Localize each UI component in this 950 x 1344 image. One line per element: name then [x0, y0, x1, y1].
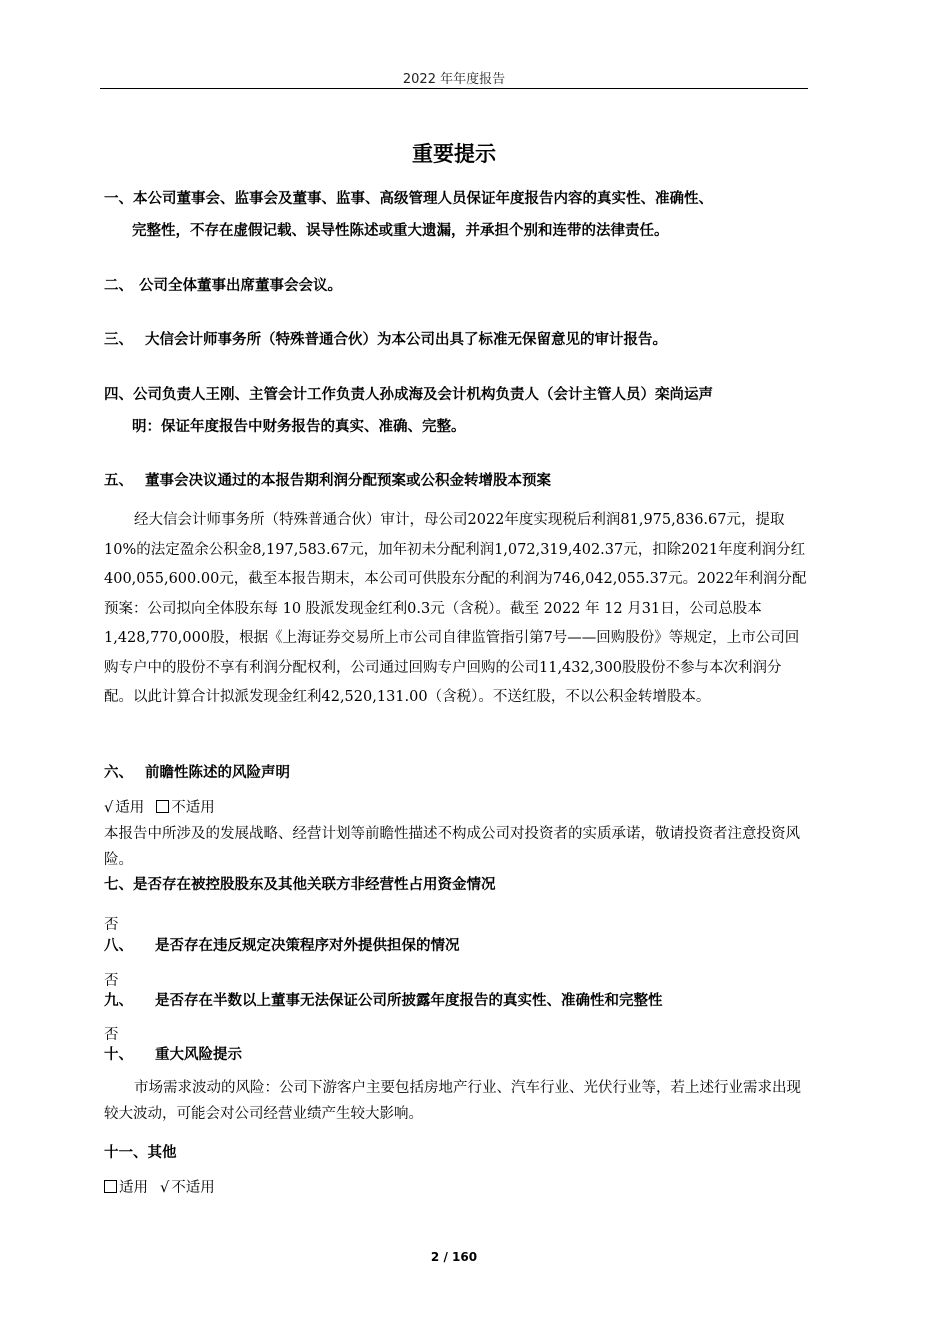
- section-9-text: 是否存在半数以上董事无法保证公司所披露年度报告的真实性、准确性和完整性: [155, 993, 663, 1009]
- section-3-number: 三、: [104, 332, 133, 348]
- section-7-text: 是否存在被控股股东及其他关联方非经营性占用资金情况: [133, 877, 496, 893]
- risk-paragraph: [104, 1075, 808, 1127]
- section-2: [104, 270, 810, 302]
- section-1: [104, 183, 810, 247]
- section-10-number: 十、: [104, 1047, 133, 1063]
- running-header: 2022 年年度报告: [402, 72, 506, 87]
- section-8-text: 是否存在违反规定决策程序对外提供担保的情况: [155, 938, 460, 954]
- section-8-number: 八、: [104, 938, 133, 954]
- section-1-line1: 本公司董事会、监事会及董事、监事、高级管理人员保证年度报告内容的真实性、准确性、: [133, 191, 713, 207]
- not-applicable-label: 不适用: [171, 800, 215, 816]
- section-11-number: 十一、: [104, 1145, 148, 1161]
- section-2-number: 二、: [104, 278, 133, 294]
- section-5-number: 五、: [104, 473, 133, 489]
- section-9: [104, 985, 810, 1017]
- checkbox-empty-icon: [156, 800, 169, 813]
- section-9-number: 九、: [104, 993, 133, 1009]
- section-9-answer: 否: [104, 1027, 119, 1043]
- section-4-line1: 公司负责人王刚、主管会计工作负责人孙成海及会计机构负责人（会计主管人员）栾尚运声: [133, 387, 713, 403]
- section-3: [104, 324, 810, 356]
- applicable-label: 适用: [119, 1180, 148, 1196]
- section-3-text: 大信会计师事务所（特殊普通合伙）为本公司出具了标准无保留意见的审计报告。: [145, 332, 667, 348]
- section-1-line2: 完整性，不存在虚假记载、误导性陈述或重大遗漏，并承担个别和连带的法律责任。: [132, 223, 669, 239]
- section-6-number: 六、: [104, 765, 133, 781]
- checkbox-empty-icon: [104, 1180, 117, 1193]
- section-11-applicability: [104, 1176, 808, 1197]
- section-6-text: 前瞻性陈述的风险声明: [145, 765, 290, 781]
- applicable-label: 适用: [115, 800, 145, 816]
- section-11: [104, 1137, 810, 1169]
- section-4: [104, 379, 810, 443]
- section-4-number: 四、: [104, 387, 133, 403]
- section-6-body: 本报告中所涉及的发展战略、经营计划等前瞻性描述不构成公司对投资者的实质承诺，敬请投资者注意投资风险。: [104, 826, 800, 868]
- section-8-answer: 否: [104, 973, 119, 989]
- page-title: 重要提示: [412, 142, 496, 166]
- checkmark-icon: √: [104, 800, 114, 816]
- header-rule: [100, 88, 808, 89]
- section-1-number: 一、: [104, 191, 133, 207]
- section-5: [104, 465, 810, 497]
- section-7-number: 七、: [104, 877, 133, 893]
- section-6: [104, 757, 810, 789]
- section-10: [104, 1039, 810, 1071]
- not-applicable-label: 不适用: [171, 1180, 215, 1196]
- section-8: [104, 930, 810, 962]
- profit-distribution-paragraph: [104, 506, 808, 713]
- section-5-text: 董事会决议通过的本报告期利润分配预案或公积金转增股本预案: [145, 473, 551, 489]
- page-number: 2 / 160: [430, 1250, 478, 1264]
- section-2-text: 公司全体董事出席董事会会议。: [139, 278, 342, 294]
- section-7-answer: 否: [104, 917, 119, 933]
- profit-distribution-text: 经大信会计师事务所（特殊普通合伙）审计，母公司2022年度实现税后利润81,975,836.67元，提取 10%的法定盈余公积金8,197,583.67元，加年初未分配利润1,072,319,402.37元，扣除2021年度利润分红400,055,600.00元，截至本报告期末，本公司可供股东分配的利润为746,042,055.37元。2022年利润分配预案：公司拟向全体股东每 10 股派发现金红利0.3元（含税）。截至 2022 年 12 月31日，公司总股本1,428,770,000股，根据《上海证券交易所上市公司自律监管指引第7号——回购股份》等规定，上市公司回购专户中的股份不享有利润分配权利，公司通过回购专户回购的公司11,432,300股股份不参与本次利润分配。以此计算合计拟派发现金红利42,520,131.00（含税）。不送红股，不以公积金转增股本。: [104, 512, 807, 705]
- section-10-text: 重大风险提示: [155, 1047, 242, 1063]
- section-11-text: 其他: [147, 1145, 177, 1161]
- risk-text: 市场需求波动的风险：公司下游客户主要包括房地产行业、汽车行业、光伏行业等，若上述行业需求出现较大波动，可能会对公司经营业绩产生较大影响。: [104, 1080, 801, 1122]
- section-7: [104, 869, 810, 901]
- section-6-applicability: [104, 796, 808, 817]
- section-4-line2: 明：保证年度报告中财务报告的真实、准确、完整。: [132, 419, 466, 435]
- checkmark-icon: √: [160, 1180, 170, 1196]
